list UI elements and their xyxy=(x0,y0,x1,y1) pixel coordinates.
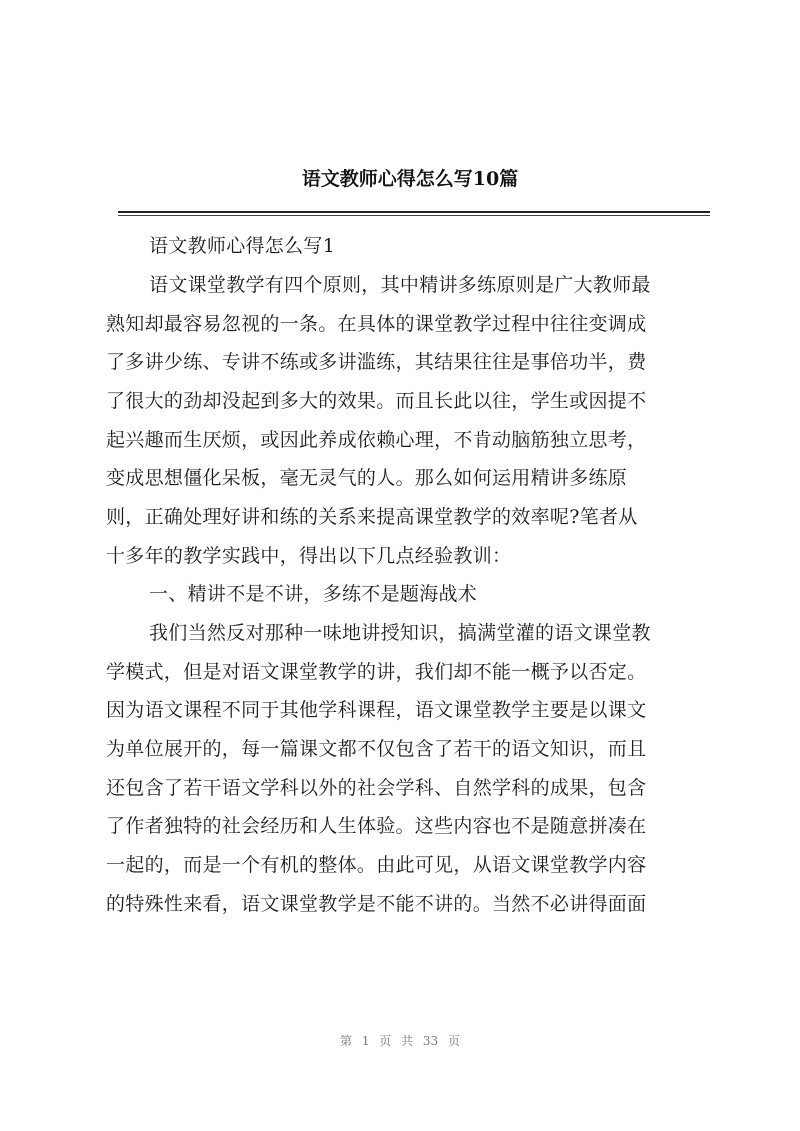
paragraph-line: 熟知却最容易忽视的一条。在具体的课堂教学过程中往往变调成 xyxy=(106,313,647,335)
section-heading: 语文教师心得怎么写1 xyxy=(149,235,336,257)
document-title: 语文教师心得怎么写10篇 xyxy=(301,168,519,190)
paragraph-line: 了多讲少练、专讲不练或多讲滥练，其结果往往是事倍功半，费 xyxy=(106,351,647,373)
paragraph-line: 还包含了若干语文学科以外的社会学科、自然学科的成果，包含 xyxy=(106,777,647,799)
paragraph-line: 因为语文课程不同于其他学科课程，语文课堂教学主要是以课文 xyxy=(106,699,647,721)
paragraph-line: 了很大的劲却没起到多大的效果。而且长此以往，学生或因提不 xyxy=(106,390,647,412)
title-divider-thin xyxy=(118,215,710,216)
paragraph-line: 的特殊性来看，语文课堂教学是不能不讲的。当然不必讲得面面 xyxy=(106,893,647,915)
paragraph-line: 我们当然反对那种一味地讲授知识，搞满堂灌的语文课堂教 xyxy=(149,622,651,644)
title-divider-thick xyxy=(118,211,710,213)
paragraph-line: 学模式，但是对语文课堂教学的讲，我们却不能一概予以否定。 xyxy=(106,661,647,683)
paragraph-line: 起兴趣而生厌烦，或因此养成依赖心理，不肯动脑筋独立思考， xyxy=(106,429,647,451)
paragraph-line: 则，正确处理好讲和练的关系来提高课堂教学的效率呢?笔者从 xyxy=(106,506,638,528)
paragraph-line: 一起的，而是一个有机的整体。由此可见，从语文课堂教学内容 xyxy=(106,854,647,876)
paragraph-line: 变成思想僵化呆板，毫无灵气的人。那么如何运用精讲多练原 xyxy=(106,467,628,489)
paragraph-line: 了作者独特的社会经历和人生体验。这些内容也不是随意拼凑在 xyxy=(106,815,647,837)
paragraph-line: 语文课堂教学有四个原则，其中精讲多练原则是广大教师最 xyxy=(149,274,651,296)
paragraph-line: 十多年的教学实践中，得出以下几点经验教训： xyxy=(106,545,512,567)
page-footer: 第 1 页 共 33 页 xyxy=(340,1034,460,1048)
subheading: 一、精讲不是不讲，多练不是题海战术 xyxy=(149,583,478,605)
paragraph-line: 为单位展开的，每一篇课文都不仅包含了若干的语文知识，而且 xyxy=(106,738,647,760)
